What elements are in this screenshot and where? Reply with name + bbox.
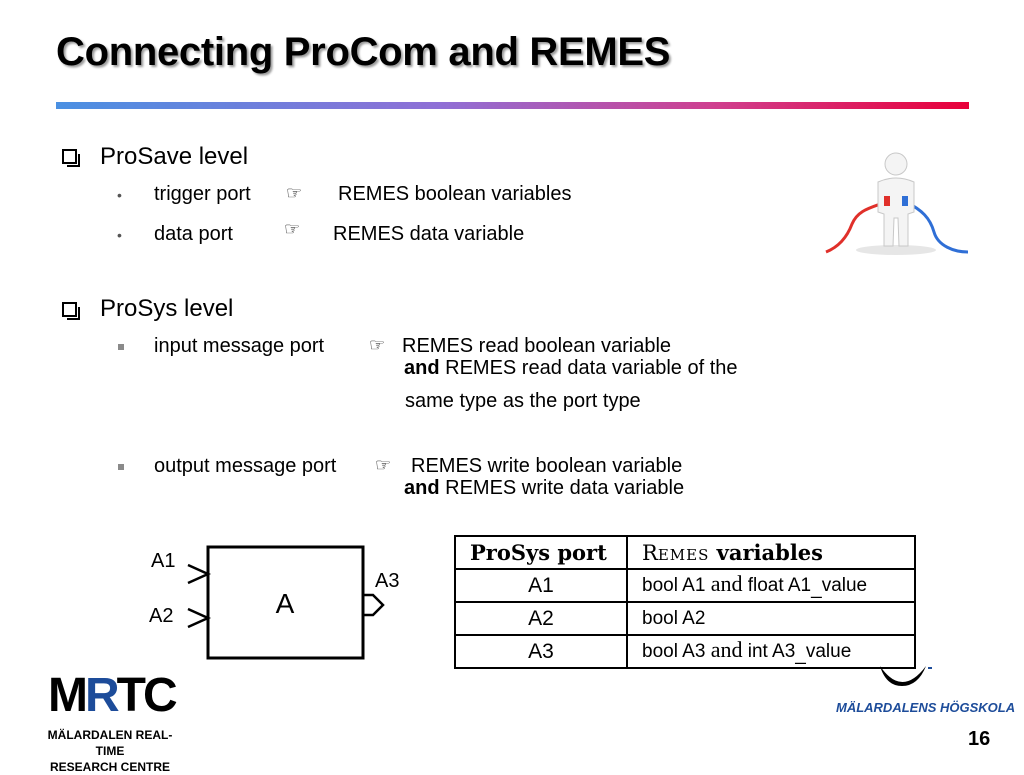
pointing-hand-icon: ☞ <box>284 219 301 239</box>
port-cell: A3 <box>455 635 627 668</box>
write-data-text: REMES write data variable <box>445 477 685 499</box>
port-label-a1: A1 <box>151 550 176 572</box>
figure-body <box>878 178 914 246</box>
logo-letter-m: M <box>48 669 85 722</box>
logo-letter-t: T <box>116 669 143 722</box>
port-a3-output-icon <box>363 595 383 615</box>
var-pre: bool A1 <box>642 575 706 596</box>
port-a2-trigger-icon <box>188 609 208 627</box>
org-line-2: RESEARCH CENTRE <box>49 760 170 774</box>
blue-cable <box>906 202 968 252</box>
table-row <box>455 635 915 668</box>
logo-letter-r: R <box>84 669 117 722</box>
mrtc-logo <box>48 669 175 722</box>
var-post: int A3 <box>747 641 796 662</box>
logo-letter-c: C <box>142 669 175 722</box>
section-heading-prosave: ProSave level <box>100 143 249 170</box>
bullet-square <box>118 464 124 470</box>
pointing-hand-icon: ☞ <box>286 183 303 203</box>
page-number: 16 <box>968 728 991 750</box>
var-suffix: value <box>821 575 868 596</box>
var-suffix: value <box>805 641 852 662</box>
variable-cell: bool A1 and float A1_value <box>627 569 915 602</box>
red-cable <box>826 202 886 252</box>
component-diagram <box>140 540 420 670</box>
cable-figure-illustration <box>822 148 972 260</box>
item-right-write-bool: REMES write boolean variable <box>411 455 683 477</box>
port-variable-table <box>454 535 916 669</box>
table-row <box>455 602 915 635</box>
bullet-dot: • <box>117 187 122 203</box>
table-header-row <box>455 536 915 569</box>
section-heading-prosys: ProSys level <box>100 295 234 322</box>
item-continuation-write-data <box>404 477 684 500</box>
item-right-read-bool: REMES read boolean variable <box>402 335 672 357</box>
blue-plug <box>902 196 908 206</box>
read-data-text: REMES read data variable of the <box>445 357 738 379</box>
variable-cell <box>627 602 915 635</box>
pointing-hand-icon: ☞ <box>375 455 392 475</box>
checkbox-bullet-icon <box>62 302 77 317</box>
port-label-a2: A2 <box>149 605 174 627</box>
and-keyword: and <box>404 477 440 499</box>
var-and: and <box>710 637 743 662</box>
university-name: MÄLARDALENS HÖGSKOLA <box>836 700 1016 715</box>
header-remes-variables <box>627 536 915 569</box>
header-prosys-port: ProSys port <box>455 536 627 569</box>
and-keyword: and <box>404 357 440 379</box>
item-left-data-port: data port <box>154 223 233 245</box>
university-emblem-icon <box>872 664 932 692</box>
checkbox-bullet-icon <box>62 149 77 164</box>
figure-shadow <box>856 245 936 255</box>
item-right-data-var: REMES data variable <box>333 223 525 245</box>
item-left-input-port: input message port <box>154 335 325 357</box>
port-label-a3: A3 <box>375 570 400 592</box>
var-pre: bool A2 <box>642 607 706 629</box>
pointing-hand-icon: ☞ <box>369 335 386 355</box>
item-right-boolean-vars: REMES boolean variables <box>338 183 572 205</box>
remes-smallcaps: EMES <box>657 546 710 564</box>
org-line-1: MÄLARDALEN REAL-TIME <box>47 728 173 758</box>
item-continuation-read-data <box>404 357 738 380</box>
figure-head <box>885 153 907 175</box>
bullet-square <box>118 344 124 350</box>
var-pre: bool A3 <box>642 641 706 662</box>
title-underline <box>56 102 969 109</box>
port-cell: A2 <box>455 602 627 635</box>
red-plug <box>884 196 890 206</box>
remes-initial: R <box>642 541 658 565</box>
slide-title: Connecting ProCom and REMES <box>56 30 671 74</box>
item-left-output-port: output message port <box>154 455 337 477</box>
var-and: and <box>710 571 743 596</box>
port-cell: A1 <box>455 569 627 602</box>
var-post: float A1 <box>747 575 812 596</box>
variable-cell: bool A3 and int A3_value <box>627 635 915 668</box>
bullet-dot: • <box>117 227 122 243</box>
component-label: A <box>275 588 295 619</box>
variables-word: variables <box>716 540 823 565</box>
item-continuation-same-type: same type as the port type <box>405 390 641 412</box>
table-row <box>455 569 915 602</box>
port-a1-trigger-icon <box>188 565 208 583</box>
item-left-trigger-port: trigger port <box>154 183 251 205</box>
